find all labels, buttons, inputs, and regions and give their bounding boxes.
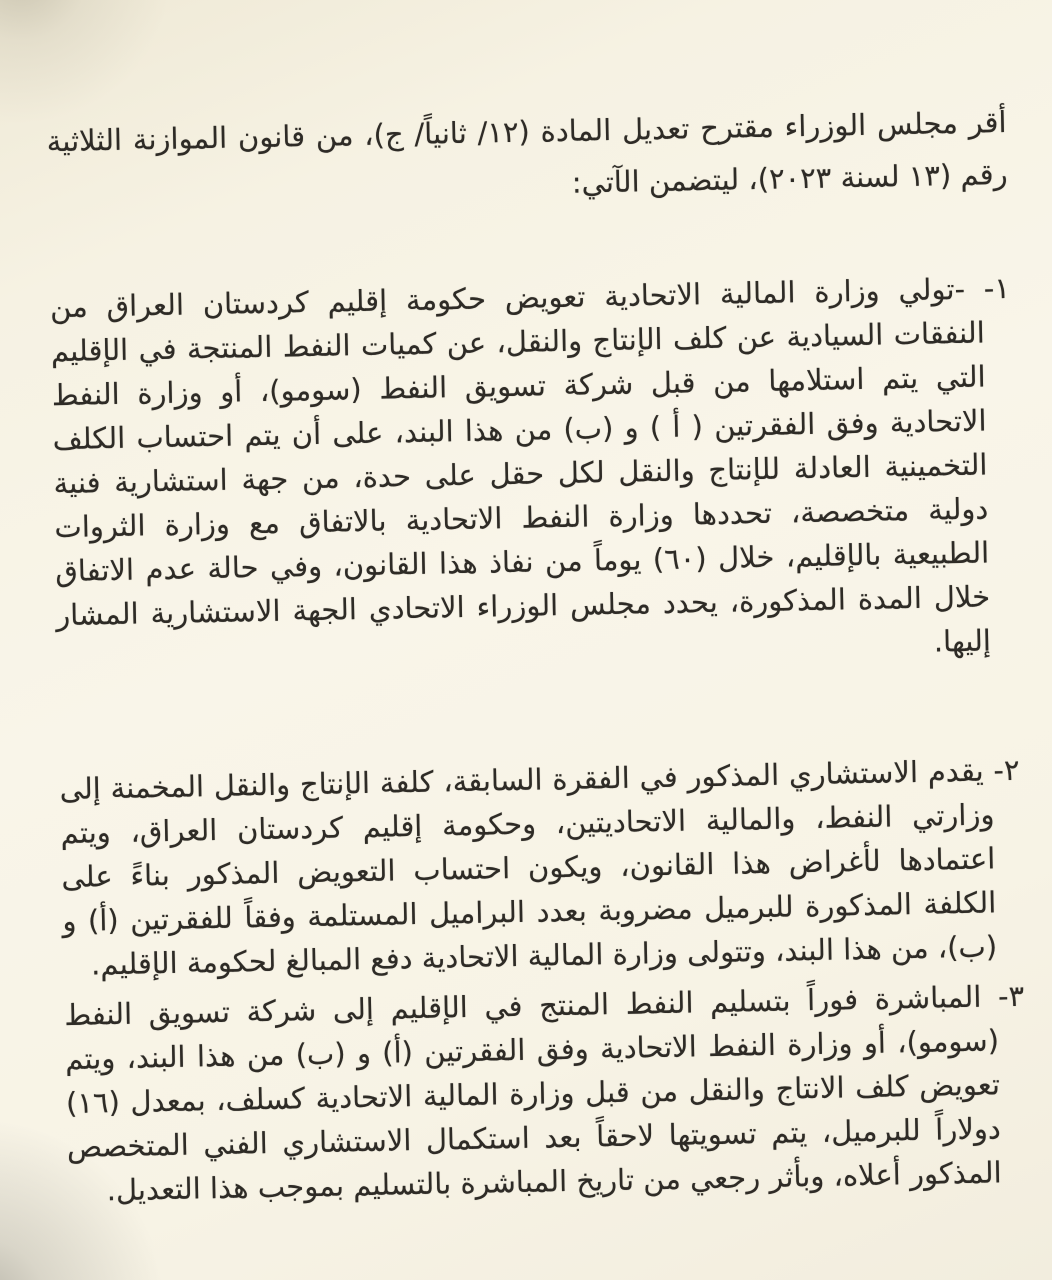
item-2-text: يقدم الاستشاري المذكور في الفقرة السابقة، كلفة الإنتاج والنقل المخمنة إلى وزارتي النفط، والمالية الاتحاديتين، وحكومة إقليم كردستان العراق، ويتم اعتمادها لأغراض هذا القانون، ويكون احتساب التعويض المذكور بناءً على الكلفة المذكورة للبرميل مضروبة بعدد البراميل المستلمة وفقاً للفقرتين (أ) و (ب)، من هذا البند، وتتولى وزارة المالية الاتحادية دفع المبالغ لحكومة الإقليم. (59, 753, 998, 982)
item-3-text: المباشرة فوراً بتسليم النفط المنتج في الإقليم إلى شركة تسويق النفط (سومو)، أو وزارة النفط الاتحادية وفق الفقرتين (أ) و (ب) من هذا البند، ويتم تعويض كلف الانتاج والنقل من قبل وزارة المالية الاتحادية كسلف، بمعدل (١٦) دولاراً للبرميل، يتم تسويتها لاحقاً بعد استكمال الاستشاري الفني المتخصص المذكور أعلاه، وبأثر رجعي من تاريخ المباشرة بالتسليم بموجب هذا التعديل. (63, 979, 1002, 1208)
list-item-3 (64, 974, 1028, 1213)
item-1-text: -تولي وزارة المالية الاتحادية تعويض حكومة إقليم كردستان العراق من النفقات السيادية عن كلف الإنتاج والنقل، عن كميات النفط المنتجة في الإقليم التي يتم استلامها من قبل شركة تسويق النفط (سومو)، أو وزارة النفط الاتحادية وفق الفقرتين ( أ ) و (ب) من هذا البند، على أن يتم احتساب الكلف التخمينية العادلة للإنتاج والنقل لكل حقل على حدة، من جهة استشارية فنية دولية متخصصة، تحددها وزارة النفط الاتحادية بالاتفاق مع وزارة الثروات الطبيعية بالإقليم، خلال (٦٠) يوماً من نفاذ هذا القانون، وفي حالة عدم الاتفاق خلال المدة المذكورة، يحدد مجلس الوزراء الاتحادي الجهة الاستشارية المشار إليها. (49, 271, 992, 659)
item-3-number: ٣- (997, 978, 1025, 1014)
amendment-list (50, 266, 1028, 1213)
list-item-1 (50, 266, 1018, 681)
item-2-number: ٢- (993, 752, 1020, 788)
list-item-2 (59, 748, 1023, 987)
document-text-block (46, 96, 1028, 1219)
intro-paragraph: أقر مجلس الوزراء مقترح تعديل المادة (١٢/ ثانياً/ ج)، من قانون الموازنة الثلاثية رقم (١٣ لسنة ٢٠٢٣)، ليتضمن الآتي: (46, 104, 1008, 200)
item-1-number: ١- (983, 270, 1011, 306)
